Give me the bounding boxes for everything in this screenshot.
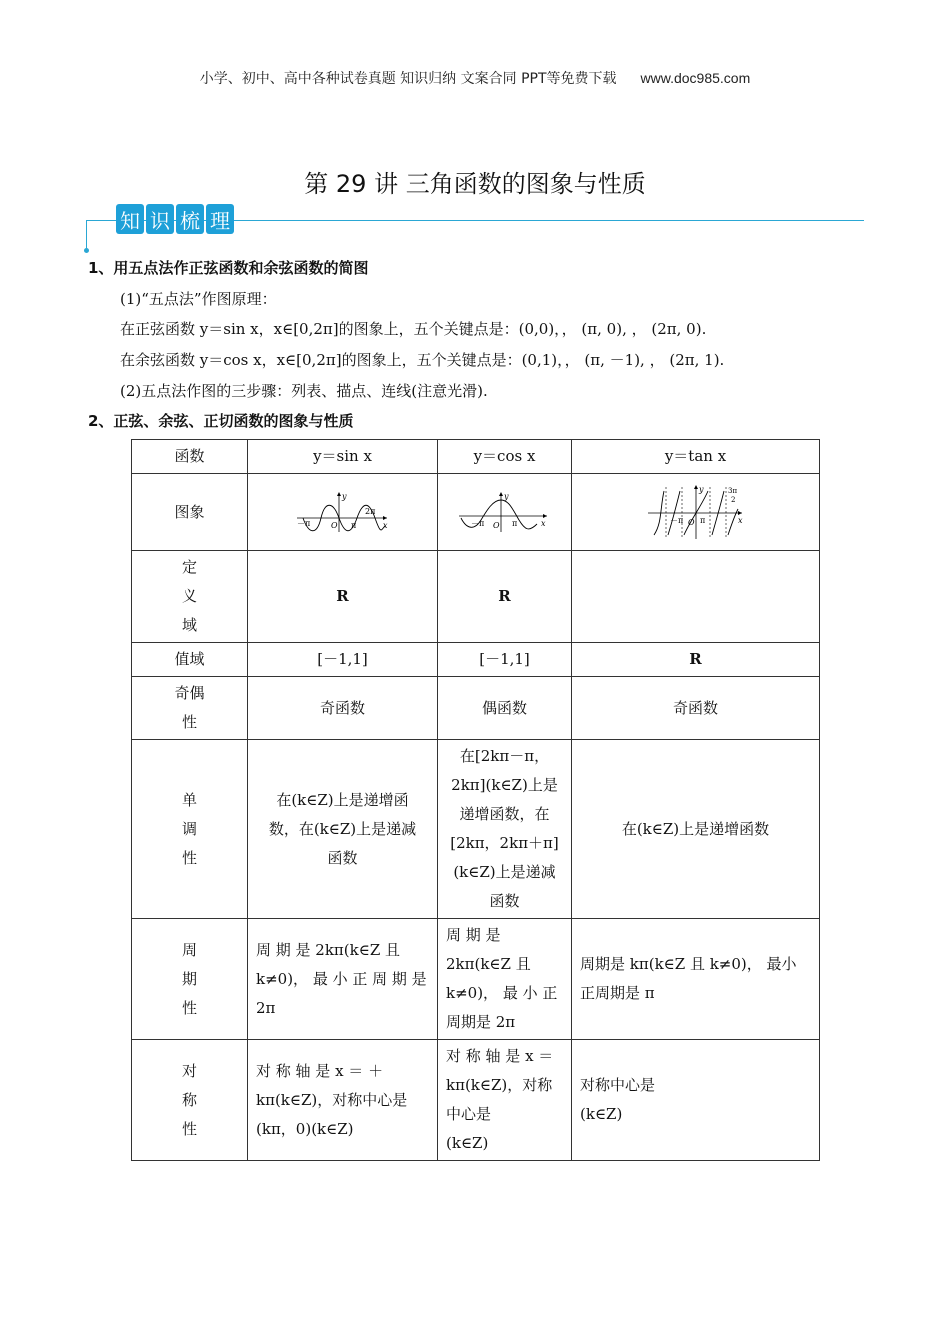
- cos-graph: [457, 490, 553, 534]
- row-label: [132, 740, 248, 919]
- cell-line: 函数: [327, 848, 358, 867]
- period-tan: [572, 919, 820, 1040]
- table-row: [132, 677, 820, 740]
- range-tan: [572, 643, 820, 677]
- cell-line: [2kπ，2kπ＋π]: [450, 834, 559, 852]
- cell-line: 正周期是 π: [580, 984, 655, 1002]
- cell-line: 周期是 kπ(k∈Z 且 k≠0)， 最小: [580, 955, 797, 973]
- label-char: 称: [181, 1090, 197, 1109]
- banner-tile: 识: [146, 204, 174, 234]
- cos-graph-cell: [438, 474, 572, 551]
- cell-line: 2kπ](k∈Z)上是: [451, 776, 558, 794]
- cell-line: 2π: [256, 998, 276, 1017]
- section1-heading: 1、用五点法作正弦函数和余弦函数的简图: [88, 259, 369, 277]
- domain-tan: [572, 551, 820, 643]
- tick-label: －π: [669, 516, 683, 525]
- table-row: [132, 643, 820, 677]
- banner-tile: 梳: [176, 204, 204, 234]
- range-cos: [－1,1]: [438, 643, 572, 677]
- cell-line: 对称中心是: [580, 1076, 656, 1094]
- section2-heading: 2、正弦、余弦、正切函数的图象与性质: [88, 412, 354, 430]
- cell-line: k≠0)， 最 小 正: [446, 984, 558, 1002]
- sin-graph: [295, 490, 391, 534]
- monotonic-cos: [438, 740, 572, 919]
- label-char: 对: [181, 1061, 197, 1080]
- section1-para3: 在余弦函数 y＝cos x，x∈[0,2π]的图象上，五个关键点是：(0,1)，， (π, －1), ， (2π, 1).: [120, 351, 725, 369]
- row-label: [132, 919, 248, 1040]
- label-char: 周: [181, 940, 197, 959]
- tick-label: x: [382, 521, 388, 530]
- cell-line: 函数: [489, 892, 520, 910]
- label-char: 期: [181, 969, 197, 988]
- cell-line: k≠0)， 最 小 正 周 期 是: [256, 969, 427, 988]
- section1-para4: (2)五点法作图的三步骤：列表、描点、连线(注意光滑).: [120, 382, 488, 400]
- cell-line: 周期是 2π: [446, 1013, 516, 1031]
- tick-label: O: [687, 518, 695, 527]
- label-line: 性: [181, 713, 197, 731]
- label-char: 义: [181, 587, 197, 605]
- tick-label: 3π: [727, 487, 737, 495]
- tan-graph: [646, 483, 746, 541]
- tick-label: O: [330, 521, 338, 530]
- domain-cos: [438, 551, 572, 643]
- tick-label: 2: [730, 496, 735, 504]
- period-sin: [248, 919, 438, 1040]
- symmetry-cos: [438, 1040, 572, 1161]
- domain-cos-value: R: [498, 587, 511, 605]
- parity-tan: 奇函数: [572, 677, 820, 740]
- label-char: 性: [181, 998, 197, 1017]
- cell-line: 中心是: [446, 1105, 492, 1123]
- cell-line: kπ(k∈Z)，对称中心是: [256, 1090, 408, 1109]
- table-row: [132, 474, 820, 551]
- header-cos: y＝cos x: [438, 440, 572, 474]
- label-char: 域: [181, 616, 197, 634]
- cell-line: (k∈Z): [446, 1134, 489, 1152]
- banner-dot: [84, 248, 89, 253]
- section-banner: [86, 204, 866, 254]
- page-title: 第 29 讲 三角函数的图象与性质: [304, 170, 646, 198]
- cell-line: 递增函数，在: [459, 805, 550, 823]
- table-row: [132, 1040, 820, 1161]
- label-char: 单: [181, 790, 197, 809]
- header-sin: y＝sin x: [248, 440, 438, 474]
- tick-label: －π: [296, 519, 310, 528]
- row-label: [132, 1040, 248, 1161]
- parity-cos: 偶函数: [438, 677, 572, 740]
- cell-line: 在[2kπ－π，: [459, 747, 550, 765]
- banner-tiles: [116, 204, 234, 234]
- cell-line: 2kπ(k∈Z 且: [446, 955, 531, 973]
- row-label: 函数: [132, 440, 248, 474]
- label-char: 定: [181, 558, 197, 576]
- banner-tile: 知: [116, 204, 144, 234]
- row-label: [132, 551, 248, 643]
- domain-sin: [248, 551, 438, 643]
- cell-line: (kπ，0)(k∈Z): [256, 1119, 354, 1138]
- cell-line: (k∈Z)上是递减: [453, 863, 556, 881]
- label-char: 性: [181, 1119, 197, 1138]
- table-row: [132, 551, 820, 643]
- cell-line: kπ(k∈Z)，对称: [446, 1076, 553, 1094]
- tick-label: －π: [470, 519, 484, 528]
- table-row: [132, 919, 820, 1040]
- cell-line: 对 称 轴 是 x ＝: [446, 1047, 554, 1065]
- tick-label: π: [511, 519, 517, 528]
- row-label: [132, 677, 248, 740]
- cell-line: (k∈Z): [580, 1105, 623, 1123]
- label-char: 性: [181, 848, 197, 867]
- symmetry-tan: [572, 1040, 820, 1161]
- tick-label: π: [699, 516, 705, 525]
- parity-sin: 奇函数: [248, 677, 438, 740]
- header-tan: y＝tan x: [572, 440, 820, 474]
- sin-graph-cell: [248, 474, 438, 551]
- row-label: 值域: [132, 643, 248, 677]
- range-tan-value: R: [689, 650, 702, 668]
- tick-label: O: [492, 521, 500, 530]
- cell-line: 周 期 是: [446, 926, 501, 944]
- tick-label: x: [737, 516, 743, 525]
- label-line: 奇偶: [174, 684, 205, 702]
- table-row: [132, 440, 820, 474]
- tick-label: π: [350, 521, 356, 530]
- header-text: 小学、初中、高中各种试卷真题 知识归纳 文案合同 PPT等免费下载: [199, 71, 617, 87]
- tick-label: 2π: [364, 507, 375, 516]
- section1-para1: (1)“五点法”作图原理：: [120, 290, 277, 308]
- label-char: 调: [181, 819, 197, 838]
- period-cos: [438, 919, 572, 1040]
- banner-tile: 理: [206, 204, 234, 234]
- cell-line: 周 期 是 2kπ(k∈Z 且: [256, 940, 401, 959]
- properties-table: [131, 439, 820, 1161]
- tick-label: y: [503, 492, 509, 501]
- tan-graph-cell: [572, 474, 820, 551]
- domain-sin-value: R: [336, 587, 349, 605]
- header-site: www.doc985.com: [640, 70, 751, 86]
- cell-line: 数，在(k∈Z)上是递减: [268, 819, 417, 838]
- tick-label: y: [698, 485, 704, 494]
- range-sin: [－1,1]: [248, 643, 438, 677]
- section1-para2: 在正弦函数 y＝sin x，x∈[0,2π]的图象上，五个关键点是：(0,0)，， (π, 0), ， (2π, 0).: [120, 320, 707, 338]
- row-label: 图象: [132, 474, 248, 551]
- cell-line: 在(k∈Z)上是递增函: [276, 790, 409, 809]
- page-header: [0, 68, 950, 88]
- tick-label: x: [540, 519, 546, 528]
- tick-label: y: [341, 492, 347, 501]
- monotonic-tan: 在(k∈Z)上是递增函数: [572, 740, 820, 919]
- monotonic-sin: [248, 740, 438, 919]
- cell-line: 对 称 轴 是 x ＝ ＋: [256, 1061, 384, 1080]
- table-row: [132, 740, 820, 919]
- symmetry-sin: [248, 1040, 438, 1161]
